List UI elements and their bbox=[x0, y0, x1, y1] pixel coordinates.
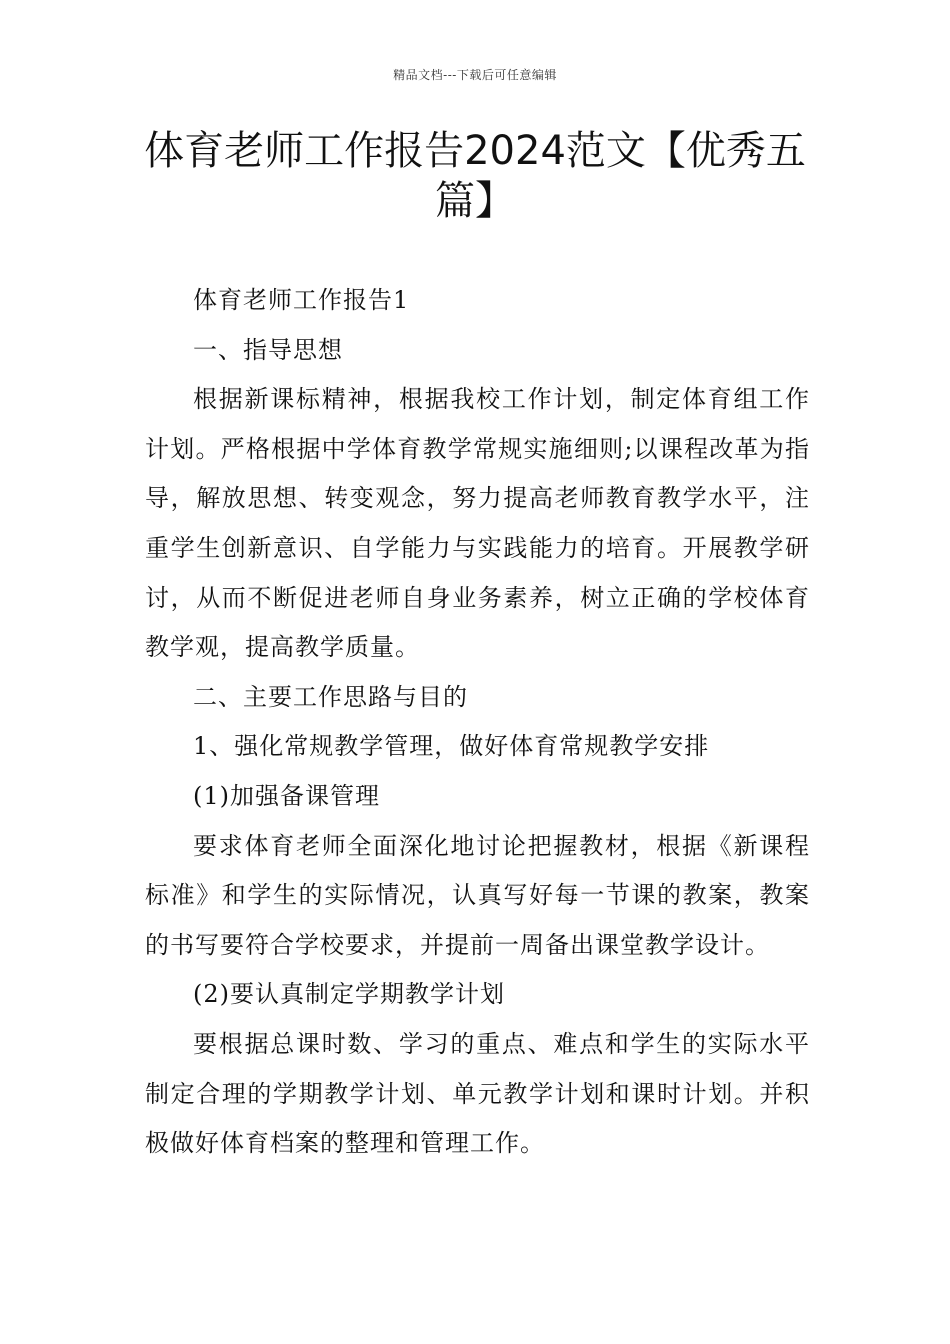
item-strengthen-management: 1、强化常规教学管理，做好体育常规教学安排 bbox=[193, 732, 710, 761]
paragraph-semester-plan: 要根据总课时数、学习的重点、难点和学生的实际水平制定合理的学期教学计划、单元教学计划和课时计划。并积极做好体育档案的整理和管理工作。 bbox=[145, 1029, 810, 1158]
subheading-guiding-ideology: 一、指导思想 bbox=[193, 335, 343, 364]
document-body bbox=[145, 276, 810, 1169]
paragraph-guiding-ideology: 根据新课标精神，根据我校工作计划，制定体育组工作计划。严格根据中学体育教学常规实施细则;以课程改革为指导，解放思想、转变观念，努力提高老师教育教学水平，注重学生创新意识、自学能力与实践能力的培育。开展教学研讨，从而不断促进老师自身业务素养，树立正确的学校体育教学观，提高教学质量。 bbox=[145, 385, 810, 662]
item-lesson-prep: (1)加强备课管理 bbox=[193, 781, 380, 810]
paragraph-lesson-prep: 要求体育老师全面深化地讨论把握教材，根据《新课程标准》和学生的实际情况，认真写好每一节课的教案，教案的书写要符合学校要求，并提前一周备出课堂教学设计。 bbox=[145, 831, 810, 959]
item-semester-plan: (2)要认真制定学期教学计划 bbox=[193, 980, 505, 1009]
subheading-main-ideas: 二、主要工作思路与目的 bbox=[193, 682, 468, 711]
header-note: 精品文档---下载后可任意编辑 bbox=[393, 68, 557, 82]
document-title: 体育老师工作报告2024范文【优秀五篇】 bbox=[144, 128, 806, 224]
section-heading: 体育老师工作报告1 bbox=[193, 286, 410, 314]
